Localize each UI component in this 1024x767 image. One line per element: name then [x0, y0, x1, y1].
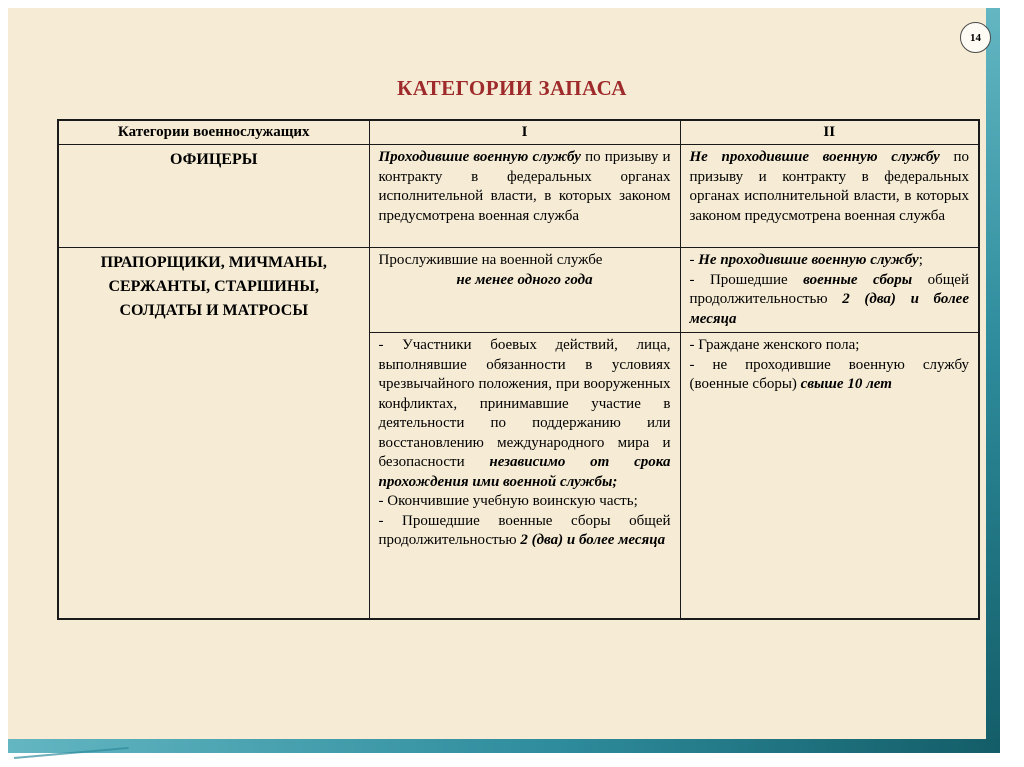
officers-label: ОФИЦЕРЫ [170, 151, 258, 168]
officers-category1-text [379, 148, 671, 226]
special-category2-item2-seg2: свыше 10 лет [800, 376, 892, 392]
special-category1-item1 [379, 336, 671, 492]
page-number-badge [960, 22, 991, 53]
officers-category1-emphasis: Проходившие военную службу [378, 149, 581, 165]
header-categories: Категории военнослужащих [58, 120, 369, 145]
service-category2-item1 [690, 251, 970, 271]
right-accent-bar [986, 8, 1000, 753]
officers-category2-cell [680, 145, 979, 248]
soldiers-label-cell [58, 248, 369, 619]
special-category1-item2: - Окончившие учебную воинскую часть; [378, 493, 638, 509]
service-category2-item1-dash: - [689, 252, 699, 268]
soldiers-label: ПРАПОРЩИКИ, МИЧМАНЫ, СЕРЖАНТЫ, СТАРШИНЫ, СОЛДАТЫ И МАТРОСЫ [100, 254, 327, 319]
service-category2-item2-seg4: 2 (два) и более месяца [689, 291, 969, 327]
service-category2-item1-emphasis: Не проходившие военную службу [698, 252, 919, 268]
table-header-row [58, 120, 979, 145]
officers-category2-emphasis: Не проходившие военную службу [689, 149, 940, 165]
bottom-accent-bar [8, 739, 1000, 753]
service-category2-item2-seg2: военные сборы [803, 271, 913, 288]
soldiers-service-row [58, 248, 979, 333]
officers-label-cell [58, 145, 369, 248]
special-category1-item3-seg1: - Прошедшие военные сборы общей продолжительностью [378, 512, 671, 548]
special-category1-item3 [379, 512, 671, 551]
officers-category2-text [690, 148, 970, 226]
service-category2-item2-seg3: общей продолжительностью [689, 271, 969, 307]
header-category-1: I [369, 120, 680, 145]
special-category2-item2-seg1: - не проходившие военную службу (военные сборы) [689, 356, 969, 392]
officers-category2-rest: по призыву и контракту в федеральных органах исполнительной власти, в которых законом предусмотрена военная служба [689, 149, 969, 224]
special-category1-cell [369, 333, 680, 619]
service-category2-item2-seg1: - Прошедшие [689, 271, 804, 288]
special-category2-cell [680, 333, 979, 619]
reserve-categories-table [57, 119, 980, 620]
officers-category1-cell [369, 145, 680, 248]
service-category2-item1-end: ; [918, 252, 923, 268]
service-category1-line1: Прослужившие на военной службе [378, 252, 603, 268]
service-category1-cell [369, 248, 680, 333]
special-category1-item1-seg1: - Участники боевых действий, лица, выполнявшие обязанности в условиях чрезвычайного положения, при вооруженных конфликтах, принимавшие участие в деятельности по поддержанию или восстановлению международного мира и безопасности [378, 337, 671, 470]
special-category2-item2 [690, 356, 970, 395]
officers-category1-rest: по призыву и контракту в федеральных органах исполнительной власти, в которых законом предусмотрена военная служба [378, 149, 671, 224]
service-category2-cell [680, 248, 979, 333]
special-category1-item1-seg2: независимо от срока прохождения ими военной службы; [378, 454, 671, 490]
special-category1-item3-seg2: 2 (два) и более месяца [520, 532, 666, 548]
slide-title: КАТЕГОРИИ ЗАПАСА [397, 76, 627, 100]
special-category2-item1: - Граждане женского пола; [689, 337, 860, 353]
service-category2-item2 [690, 271, 970, 330]
page-number: 14 [970, 31, 981, 44]
service-category1-line2: не менее одного года [456, 271, 593, 288]
header-category-2: II [680, 120, 979, 145]
officers-row [58, 145, 979, 248]
